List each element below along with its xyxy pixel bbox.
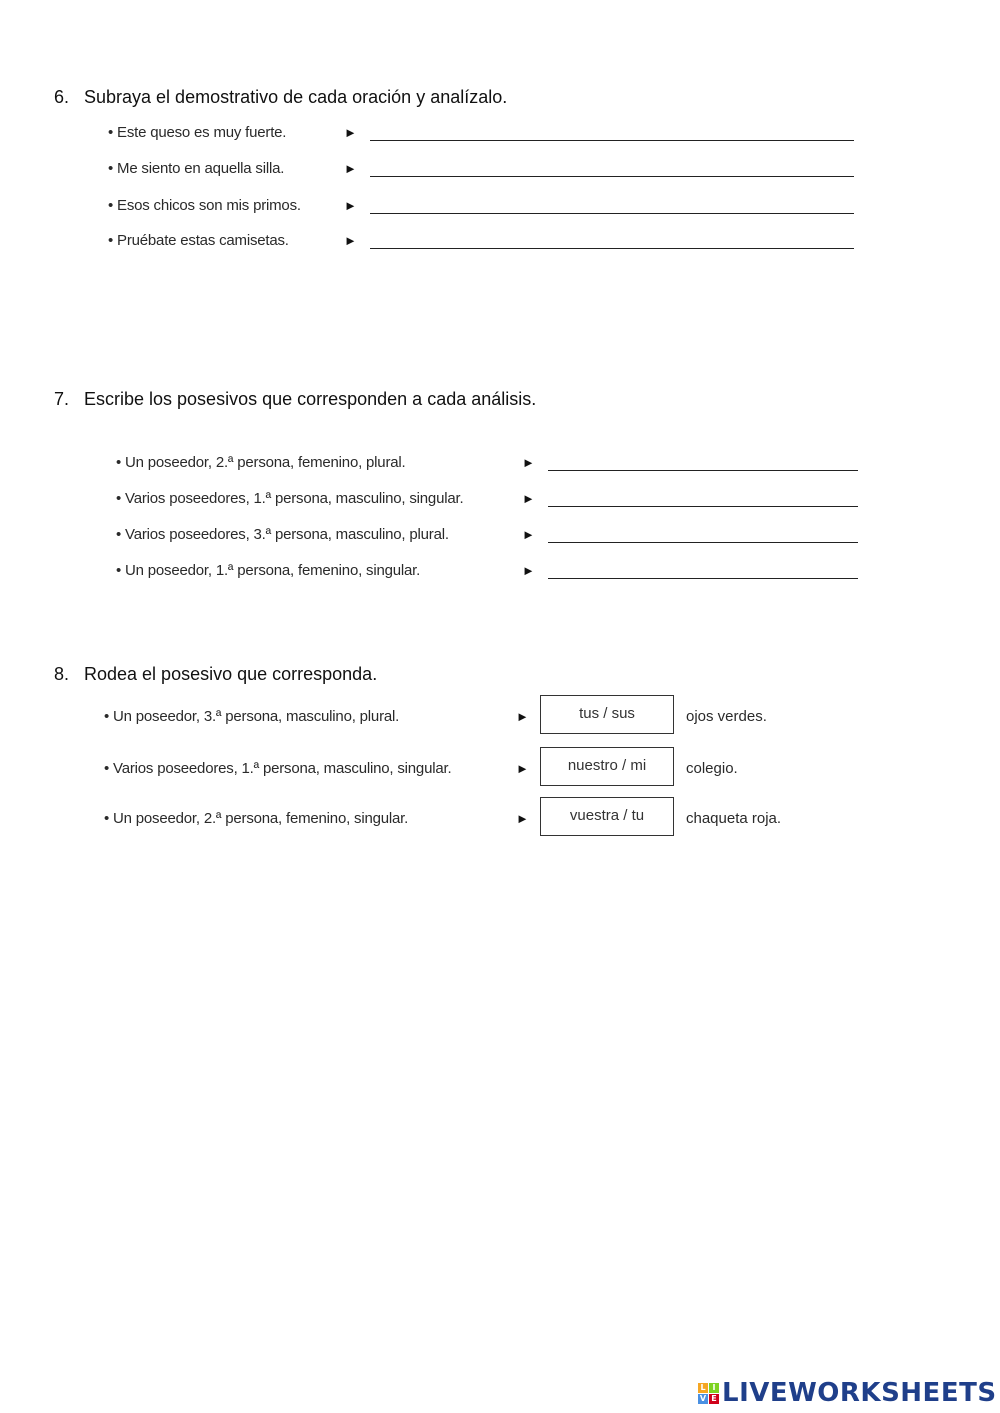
q7-item (116, 490, 876, 514)
answer-line[interactable] (548, 506, 858, 507)
question-text: Escribe los posesivos que corresponden a cada análisis. (84, 389, 537, 409)
arrow-right-icon: ► (344, 198, 357, 213)
sentence: • Esos chicos son mis primos. (108, 197, 301, 214)
arrow-right-icon: ► (522, 527, 535, 542)
q8-item (104, 807, 824, 834)
analysis: • Un poseedor, 2.ª persona, femenino, plural. (116, 454, 406, 471)
analysis: • Un poseedor, 2.ª persona, femenino, singular. (104, 810, 409, 827)
answer-line[interactable] (370, 213, 854, 214)
options-box[interactable]: tus / sus (540, 695, 674, 734)
question-6-title (54, 87, 507, 108)
logo-mark-cell: I (709, 1383, 719, 1393)
sentence-end: colegio. (686, 760, 738, 777)
analysis: • Un poseedor, 1.ª persona, femenino, singular. (116, 562, 421, 579)
answer-line[interactable] (370, 248, 854, 249)
question-number: 7. (54, 389, 70, 409)
arrow-right-icon: ► (516, 709, 529, 724)
question-8-title (54, 664, 377, 685)
analysis: • Varios poseedores, 1.ª persona, masculino, singular. (116, 490, 464, 507)
sentence: • Me siento en aquella silla. (108, 160, 285, 177)
q7-item (116, 454, 876, 478)
logo-mark-cell: V (699, 1393, 707, 1403)
q7-item (116, 562, 876, 586)
logo-mark-cell: L (698, 1383, 708, 1393)
answer-line[interactable] (548, 542, 858, 543)
options-box[interactable]: nuestro / mi (540, 747, 674, 786)
logo-text: LIVEWORKSHEETS (722, 1378, 997, 1408)
sentence: • Este queso es muy fuerte. (108, 124, 287, 141)
q6-item (108, 160, 868, 184)
logo-mark-cell: E (709, 1394, 719, 1404)
question-number: 6. (54, 87, 70, 107)
arrow-right-icon: ► (344, 125, 357, 140)
arrow-right-icon: ► (344, 233, 357, 248)
analysis: • Un poseedor, 3.ª persona, masculino, plural. (104, 708, 400, 725)
logo-mark-icon (698, 1383, 719, 1404)
answer-line[interactable] (548, 470, 858, 471)
question-7-title (54, 389, 536, 410)
arrow-right-icon: ► (522, 563, 535, 578)
arrow-right-icon: ► (516, 761, 529, 776)
q6-item (108, 124, 868, 148)
analysis: • Varios poseedores, 3.ª persona, masculino, plural. (116, 526, 449, 543)
arrow-right-icon: ► (516, 811, 529, 826)
sentence-end: chaqueta roja. (686, 810, 782, 827)
options-box[interactable]: vuestra / tu (540, 797, 674, 836)
arrow-right-icon: ► (344, 161, 357, 176)
arrow-right-icon: ► (522, 455, 535, 470)
answer-line[interactable] (548, 578, 858, 579)
q7-item (116, 526, 876, 550)
q8-item (104, 757, 824, 784)
q8-item (104, 705, 824, 732)
answer-line[interactable] (370, 140, 854, 141)
liveworksheets-logo (698, 1378, 997, 1408)
question-number: 8. (54, 664, 70, 684)
arrow-right-icon: ► (522, 491, 535, 506)
analysis: • Varios poseedores, 1.ª persona, masculino, singular. (104, 760, 452, 777)
q6-item (108, 197, 868, 221)
sentence-end: ojos verdes. (686, 708, 767, 725)
answer-line[interactable] (370, 176, 854, 177)
question-text: Rodea el posesivo que corresponda. (84, 664, 378, 684)
question-text: Subraya el demostrativo de cada oración y analízalo. (84, 87, 508, 107)
sentence: • Pruébate estas camisetas. (108, 232, 289, 249)
q6-item (108, 232, 868, 256)
